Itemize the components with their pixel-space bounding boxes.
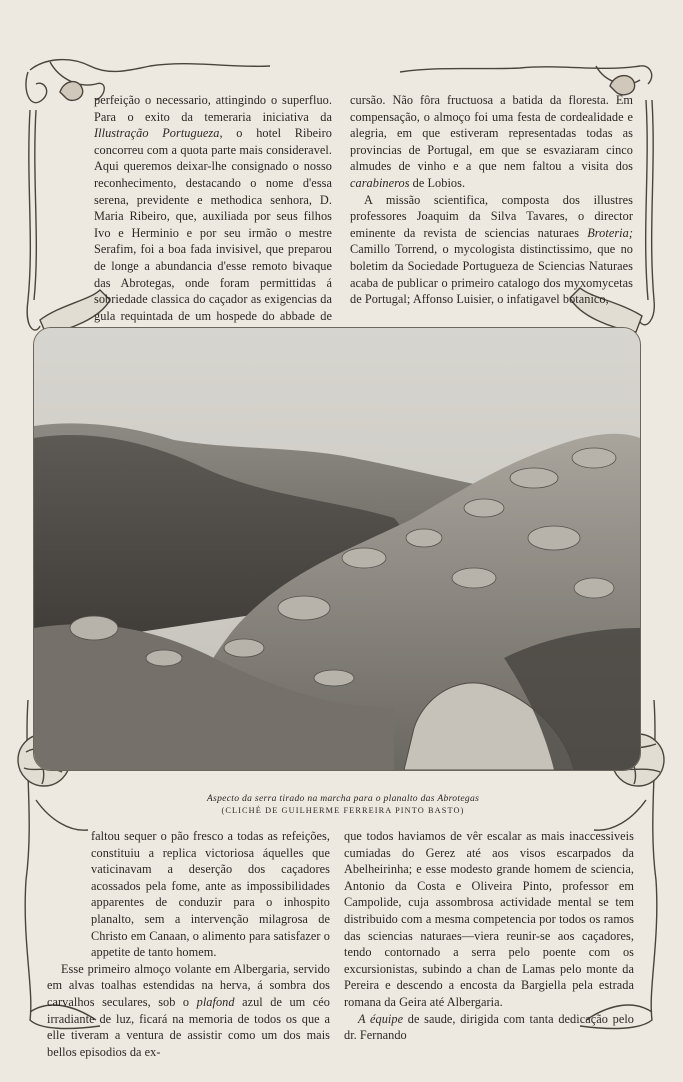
text-run: que todos haviamos de vêr escalar as mais inaccessiveis cumiadas do Gerez até aos visos escarpados da Abelheirinha; e esse modesto grande homem de sciencia, Antonio da Costa e Oliveira Pinto, professor em Campolide, cuja assombrosa actividade mental se tem distribuido com a mesma competencia por todos os ramos das sciencias naturaes—viera reunir-se aos caçadores, tendo contornado a serra pelo poente com os excursionistas, subindo a chan de Lamas pelo monte da Pereira e descendo a encosta da Bargiella pela estrada romana da Geira até Albergaria.	[344, 829, 634, 1009]
photo-credit: (CLICHÉ DE GUILHERME FERREIRA PINTO BASTO)	[221, 806, 465, 815]
photo-caption	[100, 793, 586, 817]
column-top-right	[350, 92, 633, 308]
column-bottom-right	[344, 828, 634, 1044]
paragraph	[350, 192, 633, 308]
text-run: , o hotel Ribeiro concorreu com a quota parte mais consideravel. Aqui queremos deixar-lhe consignado o nosso reconhecimento, destacando o nome d'essa serena, previdente e methodica senhora, D. Maria Ribeiro, que, auxiliada por seus filhos Ivo e Herminio e por seu irmão o mestre Serafim, foi a boa fada invisivel, que preparou de longe a abundancia d'esse remoto bivaque das Abrotegas, onde foram permittidas á sobriedade classica do caçador as exigencias da gula requintada de um hospede do abbade de	[94, 126, 332, 323]
text-run: faltou sequer o pão fresco a todas as refeições, constituiu a replica victoriosa áquelles que vaticinavam a deserção dos caçadores acossados pela fome, ante as impossibilidades apparentes de conduzir para o inhospito planalto, sem a intervenção milagrosa de Christo em Canaan, o alimento para satisfazer o appetite de tanto homem.	[91, 829, 330, 960]
italic-word: A équipe	[358, 1011, 404, 1026]
column-bottom-left	[47, 828, 330, 1060]
text-run: perfeição o necessario, attingindo o superfluo. Para o exito da temeraria iniciativa da	[94, 93, 332, 124]
mountain-landscape-image	[34, 328, 640, 770]
top-left-vine	[30, 60, 270, 72]
paragraph	[47, 961, 330, 1061]
text-run: Esse primeiro almoço volante em Albergaria, servido em alvas toalhas estendidas na herva, á sombra dos carvalhos seculares, sob o	[47, 961, 330, 1009]
paragraph	[47, 828, 330, 961]
text-run: Camillo Torrend, o mycologista distinctissimo, que no boletim da Sociedade Portugueza de Sciencias Naturaes acaba de publicar o primeiro catalogo dos myxomycetas de Portugal; Affonso Luisier, o infatigavel botanico,	[350, 242, 633, 307]
paragraph	[350, 92, 633, 192]
paragraph	[344, 828, 634, 1011]
paragraph	[50, 92, 332, 341]
italic-word: Broteria;	[587, 225, 633, 240]
text-run: cursão. Não fôra fructuosa a batida da floresta. Em compensação, o almoço foi uma festa de cordealidade e alegria, em que estiveram representadas todas as provincias de Portugal, em que se esvaziaram cinco almudes de vinho e a que nem faltou a visita dos	[350, 93, 633, 174]
paragraph	[344, 1011, 634, 1044]
landscape-photograph	[33, 327, 641, 771]
italic-title: Illustração Portugueza	[94, 126, 220, 141]
text-run: de Lobios.	[412, 175, 466, 190]
text-run: de saude, dirigida com tanta dedicação pelo dr. Fernando	[344, 1011, 634, 1043]
italic-word: carabineros	[350, 175, 410, 190]
column-top-left	[50, 92, 332, 341]
caption-text: Aspecto da serra tirado na marcha para o planalto das Abrotegas	[206, 793, 480, 804]
text-run: A missão scientifica, composta dos illustres professores Joaquim da Silva Tavares, o director eminente da revista de sciencias naturaes	[350, 192, 633, 240]
text-run: azul de um céo irradiante de luz, ficará na memoria de todos os que a elle tiveram a ventura de assistir como um dos mais bellos episodios da ex-	[47, 994, 330, 1059]
italic-word: plafond	[196, 994, 235, 1009]
